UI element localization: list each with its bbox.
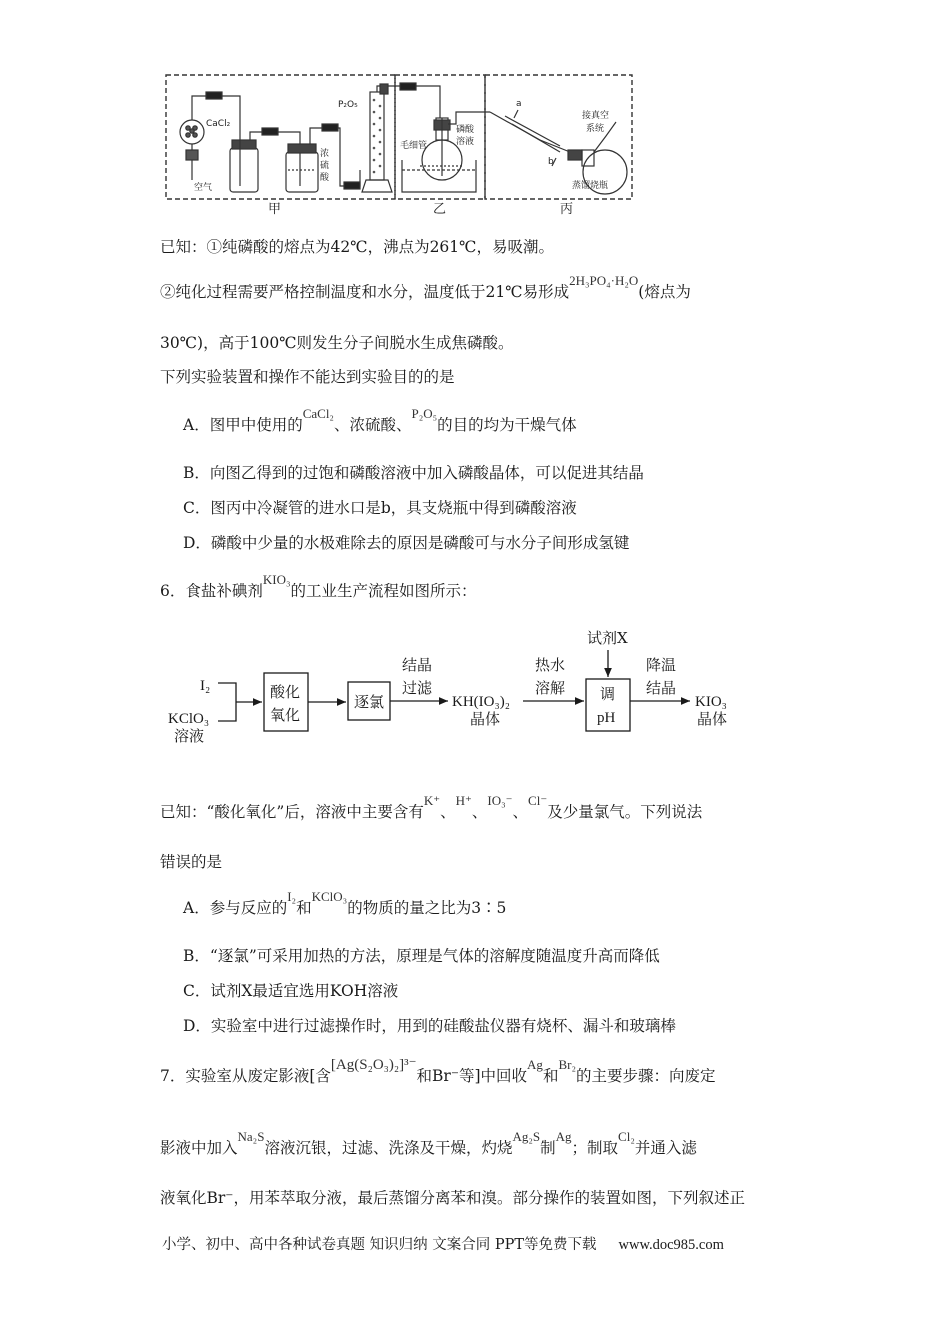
formula-ag2s: Ag₂S: [512, 1129, 541, 1144]
label-a: a: [516, 99, 522, 109]
section-jia: 甲: [268, 202, 282, 217]
q5-option-d: D．磷酸中少量的水极难除去的原因是磷酸可与水分子间形成氢键: [183, 534, 630, 552]
flow-intermediate-crystal: 晶体: [470, 710, 501, 728]
q6-option-a: [183, 889, 507, 919]
q5-option-c: C．图丙中冷凝管的进水口是b，具支烧瓶中得到磷酸溶液: [183, 499, 577, 517]
formula-ag: Ag: [527, 1057, 543, 1072]
sep-3: 、: [512, 803, 529, 821]
flow-output: KIO₃: [695, 694, 727, 710]
flow-output-crystal: 晶体: [697, 710, 728, 728]
formula-ag-complex: [Ag(S₂O₃)₂]³⁻: [330, 1057, 417, 1073]
label-p2o5: P₂O₅: [338, 100, 358, 110]
q7-l2-pre: 影液中加入: [160, 1139, 238, 1157]
q7-line-2: [160, 1129, 697, 1159]
label-air: 空气: [194, 183, 213, 193]
sep-2: 、: [471, 803, 488, 821]
q6-option-a-post: 的物质的量之比为3∶5: [347, 899, 507, 917]
ion-cl: Cl⁻: [528, 793, 548, 808]
q6-option-a-and: 和: [296, 899, 312, 917]
flow-input-i2: I₂: [200, 678, 211, 694]
q6-stem: [160, 572, 477, 602]
label-b: b: [548, 157, 554, 167]
q6-known-line2: 错误的是: [160, 853, 223, 871]
q6-option-b: B．“逐氯”可采用加热的方法，原理是气体的溶解度随温度升高而降低: [183, 947, 660, 965]
q6-option-a-pre: A．参与反应的: [183, 899, 288, 917]
frame-bing: [485, 75, 632, 199]
label-phos-1: 磷酸: [456, 125, 475, 135]
q5-known-2-cont: 30℃)，高于100℃则发生分子间脱水生成焦磷酸。: [160, 334, 514, 352]
formula-br2: Br₂: [558, 1057, 576, 1072]
flow-step1-line2: 过滤: [402, 679, 433, 697]
q7-l2-mid3: ；制取: [571, 1139, 619, 1157]
q7-l2-post: 并通入滤: [634, 1139, 697, 1157]
flow-box1-line2: 氧化: [270, 706, 301, 724]
q5-known-2-melt: (熔点为: [638, 283, 691, 301]
q5-option-a-mid: 、浓硫酸、: [333, 416, 412, 434]
q7-l1-pre: 7．实验室从废定影液[含: [160, 1067, 331, 1085]
formula-kio3: KIO₃: [262, 572, 291, 587]
formula-cacl2: CaCl₂: [302, 406, 334, 421]
flow-box2-label: 逐氯: [354, 693, 385, 711]
q7-l2-mid: 溶液沉银，过滤、洗涤及干燥，灼烧: [264, 1139, 513, 1157]
q6-known: [160, 793, 703, 823]
flow-intermediate: KH(IO₃)₂: [452, 694, 510, 710]
q6-option-c: C．试剂X最适宜选用KOH溶液: [183, 982, 399, 1000]
formula-h3po4-hydrate: 2H₃PO₄·H₂O: [569, 273, 639, 288]
flow-reagent-x: 试剂X: [587, 629, 628, 647]
q5-option-b: B．向图乙得到的过饱和磷酸溶液中加入磷酸晶体，可以促进其结晶: [183, 464, 644, 482]
apparatus-figure: [0, 0, 950, 230]
q7-l1-and: 和: [542, 1067, 559, 1085]
formula-p2o5: P₂O₅: [411, 406, 438, 421]
q7-line-3: 液氧化Br⁻，用苯萃取分液，最后蒸馏分离苯和溴。部分操作的装置如图，下列叙述正: [160, 1189, 745, 1207]
q5-option-a-pre: A．图甲中使用的: [183, 416, 303, 434]
flow-step3-line1: 降温: [646, 656, 677, 674]
flow-step1-line1: 结晶: [402, 656, 433, 674]
label-conc-2: 硫: [320, 161, 330, 171]
flow-input-kclo3-solution: 溶液: [174, 727, 205, 745]
flow-input-kclo3: KClO₃: [168, 711, 210, 727]
frame-jia: [166, 75, 395, 199]
q7-line-1: [160, 1057, 716, 1087]
formula-na2s: Na₂S: [237, 1129, 265, 1144]
q5-known-2-text: ②纯化过程需要严格控制温度和水分，温度低于21℃易形成: [160, 283, 570, 301]
ion-h: H⁺: [455, 793, 472, 808]
flow-box1-line1: 酸化: [270, 683, 301, 701]
flow-step2-line2: 溶解: [535, 679, 566, 697]
section-yi: 乙: [433, 202, 447, 217]
q5-known-1: 已知：①纯磷酸的熔点为42℃，沸点为261℃，易吸潮。: [160, 238, 554, 256]
q5-option-a-post: 的目的均为干燥气体: [437, 416, 577, 434]
footer-text: 小学、初中、高中各种试卷真题 知识归纳 文案合同 PPT等免费下载: [162, 1237, 597, 1253]
flow-step3-line2: 结晶: [646, 679, 677, 697]
sep-1: 、: [440, 803, 456, 821]
formula-ag-2: Ag: [555, 1129, 572, 1144]
flow-box3-line1: 调: [600, 685, 616, 703]
formula-cl2: Cl₂: [618, 1129, 635, 1144]
label-vacuum-1: 接真空: [582, 111, 610, 121]
label-cacl2: CaCl₂: [206, 119, 231, 129]
flow-box3-line2: pH: [597, 710, 616, 726]
flow-diagram: [0, 622, 950, 762]
q7-l1-post: 的主要步骤：向废定: [576, 1067, 716, 1085]
q6-option-d: D．实验室中进行过滤操作时，用到的硅酸盐仪器有烧杯、漏斗和玻璃棒: [183, 1017, 676, 1035]
q5-option-a: [183, 406, 577, 436]
q7-l1-mid: 和Br⁻等]中回收: [416, 1067, 528, 1085]
q6-stem-pre: 6．食盐补碘剂: [160, 582, 263, 600]
label-conc-1: 浓: [320, 149, 330, 159]
q6-stem-post: 的工业生产流程如图所示：: [290, 582, 477, 600]
label-conc-3: 酸: [320, 173, 330, 183]
label-capillary: 毛细管: [400, 141, 428, 151]
label-vacuum-2: 系统: [586, 124, 605, 134]
section-bing: 丙: [560, 202, 574, 217]
label-phos-2: 溶液: [456, 137, 475, 147]
q6-known-pre: 已知：“酸化氧化”后，溶液中主要含有: [160, 803, 424, 821]
footer-url-link[interactable]: www.doc985.com: [618, 1237, 724, 1253]
formula-kclo3: KClO₃: [311, 889, 348, 904]
ion-k: K⁺: [423, 793, 441, 808]
page-footer: [162, 1233, 724, 1254]
label-flask: 蒸馏烧瓶: [572, 181, 609, 191]
q5-question: 下列实验装置和操作不能达到实验目的的是: [160, 368, 455, 386]
q6-known-post: 及少量氯气。下列说法: [547, 803, 703, 821]
flow-step2-line1: 热水: [535, 656, 566, 674]
ion-io3: IO₃⁻: [487, 793, 513, 808]
formula-i2: I₂: [287, 889, 297, 904]
q7-l2-mid2: 制: [540, 1139, 556, 1157]
